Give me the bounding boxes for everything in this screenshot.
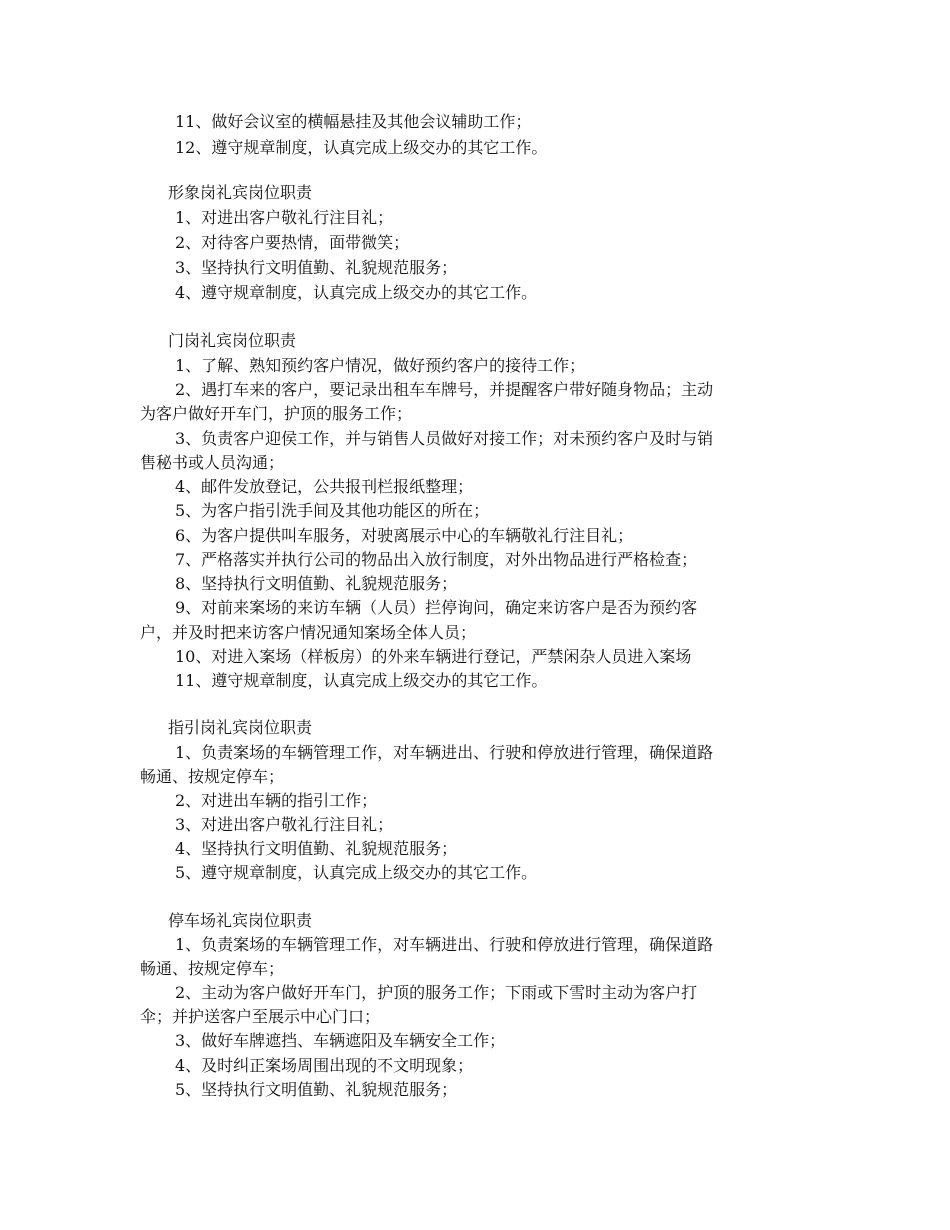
text-line: 2、对进出车辆的指引工作； [175,791,378,810]
text-line: 2、遇打车来的客户，要记录出租车车牌号，并提醒客户带好随身物品；主动 [175,380,714,399]
text-line: 1、了解、熟知预约客户情况，做好预约客户的接待工作； [175,356,586,375]
text-line: 11、做好会议室的横幅悬挂及其他会议辅助工作； [175,112,532,131]
text-line: 3、对进出客户敬礼行注目礼； [175,815,394,834]
text-line: 5、坚持执行文明值勤、礼貌规范服务； [175,1080,458,1099]
text-line: 3、做好车牌遮挡、车辆遮阳及车辆安全工作； [175,1031,506,1050]
text-line: 畅通、按规定停车； [140,959,285,978]
text-line: 9、对前来案场的来访车辆（人员）拦停询问，确定来访客户是否为预约客 [175,598,698,617]
text-line: 4、邮件发放登记，公共报刊栏报纸整理； [175,477,474,496]
section-heading: 形象岗礼宾岗位职责 [168,183,313,202]
text-line: 2、主动为客户做好开车门，护顶的服务工作；下雨或下雪时主动为客户打 [175,983,698,1002]
text-line: 户，并及时把来访客户情况通知案场全体人员； [140,623,477,642]
text-line: 3、负责客户迎侯工作，并与销售人员做好对接工作；对未预约客户及时与销 [175,429,714,448]
text-line: 12、遵守规章制度，认真完成上级交办的其它工作。 [175,138,548,157]
section-heading: 门岗礼宾岗位职责 [168,331,297,350]
text-line: 7、严格落实并执行公司的物品出入放行制度，对外出物品进行严格检查； [175,550,698,569]
text-line: 10、对进入案场（样板房）的外来车辆进行登记，严禁闲杂人员进入案场 [175,647,692,666]
text-line: 畅通、按规定停车； [140,767,285,786]
text-line: 5、为客户指引洗手间及其他功能区的所在； [175,501,490,520]
text-line: 4、遵守规章制度，认真完成上级交办的其它工作。 [175,283,538,302]
text-line: 4、及时纠正案场周围出现的不文明现象； [175,1056,474,1075]
section-heading: 停车场礼宾岗位职责 [168,911,313,930]
text-line: 11、遵守规章制度，认真完成上级交办的其它工作。 [175,671,548,690]
text-line: 5、遵守规章制度，认真完成上级交办的其它工作。 [175,863,538,882]
text-line: 4、坚持执行文明值勤、礼貌规范服务； [175,839,458,858]
text-line: 1、负责案场的车辆管理工作，对车辆进出、行驶和停放进行管理，确保道路 [175,935,714,954]
text-line: 3、坚持执行文明值勤、礼貌规范服务； [175,258,458,277]
text-line: 6、为客户提供叫车服务，对驶离展示中心的车辆敬礼行注目礼； [175,526,634,545]
section-heading: 指引岗礼宾岗位职责 [168,718,313,737]
text-line: 为客户做好开车门，护顶的服务工作； [140,404,413,423]
text-line: 伞；并护送客户至展示中心门口； [140,1007,381,1026]
text-line: 售秘书或人员沟通； [140,453,285,472]
text-line: 8、坚持执行文明值勤、礼貌规范服务； [175,574,458,593]
text-line: 1、负责案场的车辆管理工作，对车辆进出、行驶和停放进行管理，确保道路 [175,743,714,762]
text-line: 1、对进出客户敬礼行注目礼； [175,208,394,227]
text-line: 2、对待客户要热情，面带微笑； [175,233,410,252]
